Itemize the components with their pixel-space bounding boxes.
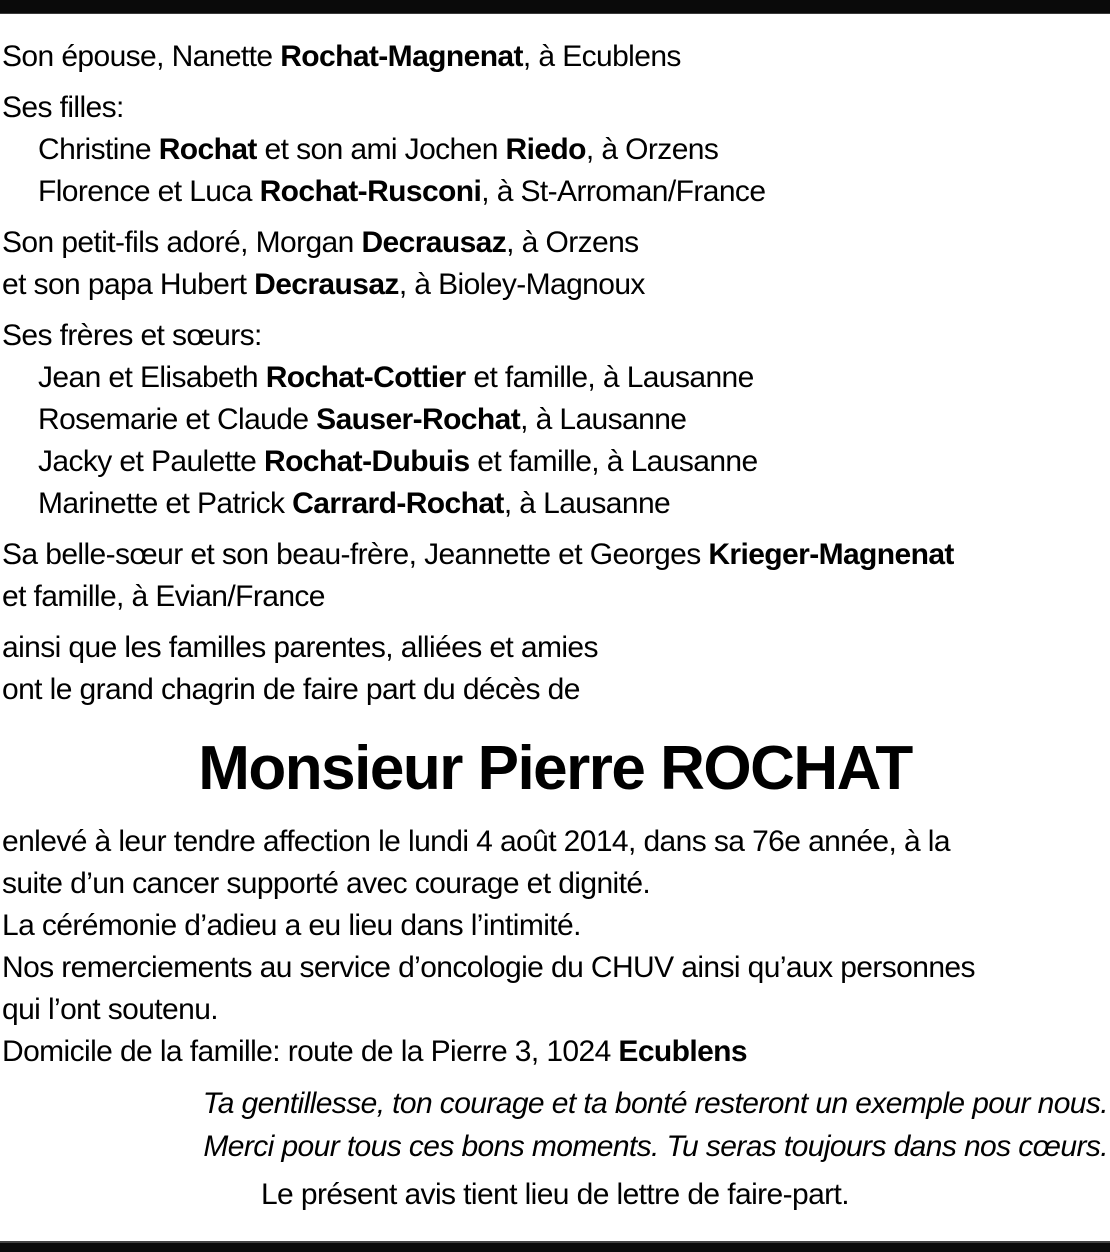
notice-line: [0, 947, 1110, 989]
family-name-bold: Rochat-Rusconi: [259, 175, 482, 208]
deceased-name-title: [0, 727, 1110, 811]
notice-line: [0, 357, 1110, 399]
notice-text: et famille, à Lausanne: [465, 361, 754, 394]
notice-text: ainsi que les familles parentes, alliées et amies: [2, 631, 598, 664]
notice-text: et famille, à Lausanne: [469, 445, 758, 478]
notice-line: [0, 1173, 1110, 1216]
family-name-bold: Rochat-Cottier: [265, 361, 466, 394]
notice-text: Jean et Elisabeth: [38, 361, 266, 394]
notice-text: Domicile de la famille: route de la Pierre 3, 1024: [2, 1035, 619, 1068]
notice-line: [0, 669, 1110, 711]
family-name-bold: Riedo: [505, 133, 586, 166]
notice-text: ont le grand chagrin de faire part du décès de: [2, 673, 580, 706]
family-name-bold: Krieger-Magnenat: [708, 538, 954, 571]
notice-text: , à Lausanne: [520, 403, 687, 436]
notice-text: , à Lausanne: [503, 487, 671, 520]
notice-text: et son ami Jochen: [256, 133, 506, 166]
notice-body: [0, 14, 1110, 1237]
notice-line: [0, 534, 1110, 576]
notice-line: [0, 1031, 1110, 1073]
notice-text: , à Orzens: [506, 226, 639, 259]
notice-line: [0, 1125, 1110, 1168]
notice-text: Jacky et Paulette: [38, 445, 264, 478]
notice-line: [0, 171, 1110, 213]
notice-line: [0, 87, 1110, 129]
bottom-rule: [0, 1241, 1110, 1252]
notice-line: [0, 863, 1110, 905]
family-name-bold: Rochat-Magnenat: [280, 40, 523, 73]
notice-line: [0, 483, 1110, 525]
notice-line: [0, 989, 1110, 1031]
notice-text: Merci pour tous ces bons moments. Tu seras toujours dans nos cœurs.: [203, 1130, 1108, 1163]
notice-line: [0, 222, 1110, 264]
family-name-bold: Decrausaz: [361, 226, 507, 259]
notice-text: , à St-Arroman/France: [481, 175, 766, 208]
notice-line: [0, 821, 1110, 863]
family-name-bold: Sauser-Rochat: [316, 403, 521, 436]
notice-text: Son épouse, Nanette: [2, 40, 281, 73]
notice-line: [0, 1082, 1110, 1125]
notice-line: [0, 129, 1110, 171]
top-rule: [0, 0, 1110, 14]
family-name-bold: Carrard-Rochat: [292, 487, 504, 520]
notice-text: , à Bioley-Magnoux: [398, 268, 645, 301]
notice-text: qui l’ont soutenu.: [2, 993, 219, 1026]
notice-text: Rosemarie et Claude: [38, 403, 317, 436]
notice-line: [0, 399, 1110, 441]
notice-text: Marinette et Patrick: [38, 487, 293, 520]
notice-text: Florence et Luca: [38, 175, 260, 208]
notice-text: Sa belle-sœur et son beau-frère, Jeannette et Georges: [2, 538, 709, 571]
family-name-bold: Ecublens: [618, 1035, 747, 1068]
notice-text: Ses filles:: [2, 91, 124, 124]
notice-text: Ta gentillesse, ton courage et ta bonté resteront un exemple pour nous.: [202, 1087, 1108, 1120]
notice-line: [0, 315, 1110, 357]
notice-text: enlevé à leur tendre affection le lundi 4 août 2014, dans sa 76e année, à la: [2, 825, 950, 858]
notice-text: Christine: [38, 133, 159, 166]
notice-line: [0, 264, 1110, 306]
notice-text: et son papa Hubert: [2, 268, 255, 301]
notice-text: La cérémonie d’adieu a eu lieu dans l’intimité.: [2, 909, 581, 942]
notice-text: Ses frères et sœurs:: [2, 319, 262, 352]
notice-line: [0, 576, 1110, 618]
family-name-bold: Rochat: [158, 133, 257, 166]
family-name-bold: Monsieur Pierre ROCHAT: [198, 734, 912, 803]
family-name-bold: Decrausaz: [254, 268, 399, 301]
notice-line: [0, 905, 1110, 947]
family-name-bold: Rochat-Dubuis: [264, 445, 470, 478]
notice-text: Le présent avis tient lieu de lettre de faire-part.: [260, 1178, 850, 1211]
notice-line: [0, 36, 1110, 78]
notice-text: Son petit-fils adoré, Morgan: [2, 226, 362, 259]
notice-text: Nos remerciements au service d’oncologie du CHUV ainsi qu’aux personnes: [2, 951, 975, 984]
notice-text: et famille, à Evian/France: [2, 580, 325, 613]
notice-text: , à Orzens: [585, 133, 719, 166]
notice-line: [0, 627, 1110, 669]
notice-text: , à Ecublens: [522, 40, 681, 73]
notice-text: suite d’un cancer supporté avec courage et dignité.: [2, 867, 651, 900]
notice-line: [0, 441, 1110, 483]
